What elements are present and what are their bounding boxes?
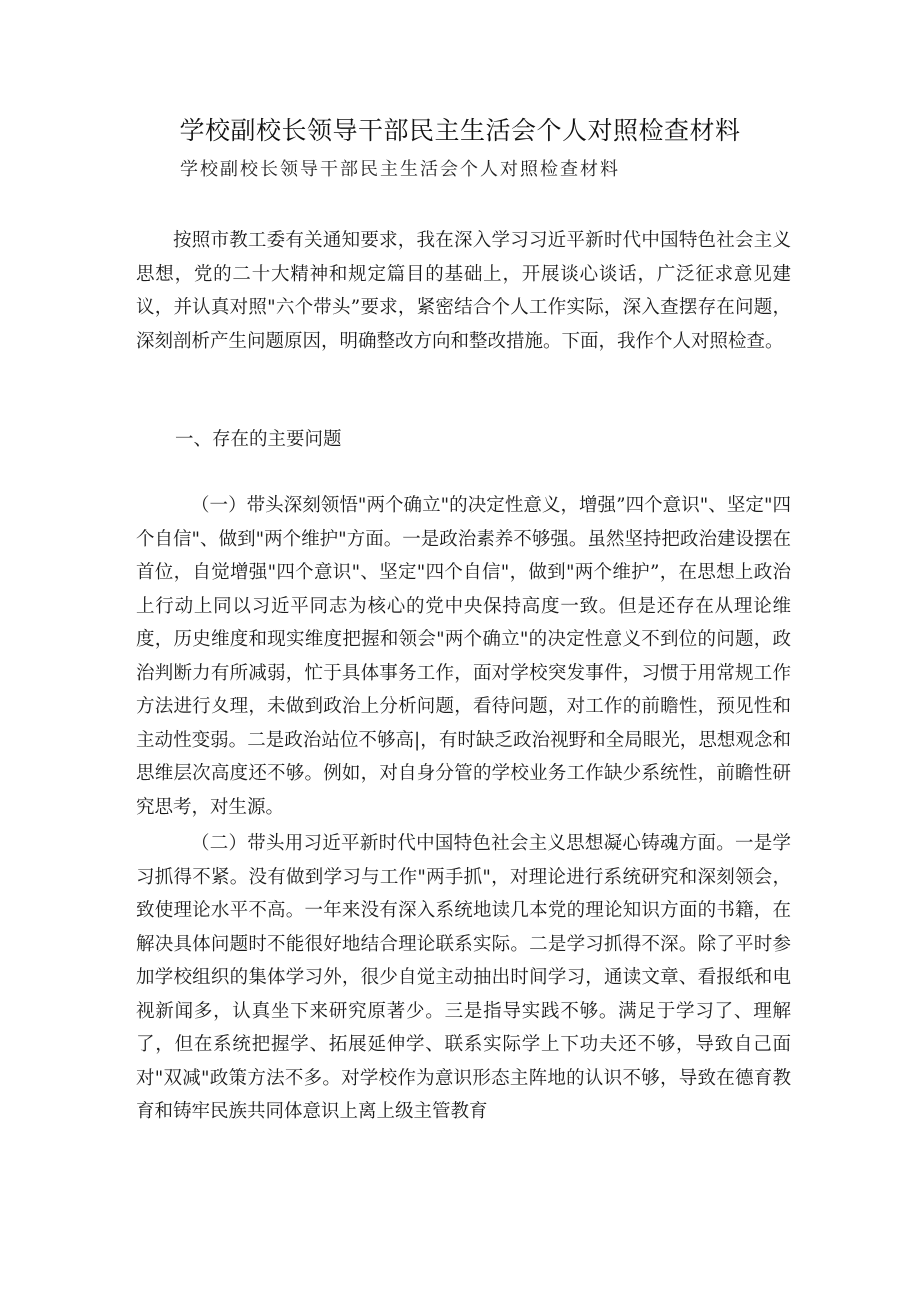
intro-paragraph: 按照市教工委有关通知要求，我在深入学习习近平新时代中国特色社会主义思想，党的二十大精神和规定篇目的基础上，开展谈心谈话，广泛征求意见建议，并认真对照"六个带头”要求，紧密结合个人工作实际，深入查摆存在问题，深刻剖析产生问题原因，明确整改方向和整改措施。下面，我作个人对照检查。	[136, 230, 791, 352]
document-subtitle: 学校副校长领导干部民主生活会个人对照检查材料	[180, 159, 620, 180]
paragraph-part-two: （二）带头用习近平新时代中国特色社会主义思想凝心铸魂方面。一是学习抓得不紧。没有做到学习与工作"两手抓"，对理论进行系统研究和深刻领会，致使理论水平不高。一年来没有深入系统地读几本党的理论知识方面的书籍，在解决具体问题时不能很好地结合理论联系实际。二是学习抓得不深。除了平时参加学校组织的集体学习外，很少自觉主动抽出时间学习，通读文章、看报纸和电视新闻多，认真坐下来研究原著少。三是指导实践不够。满足于学习了、理解了，但在系统把握学、拓展延伸学、联系实际学上下功夫还不够，导致自己面对"双减"政策方法不多。对学校作为意识形态主阵地的认识不够，导致在德育教育和铸牢民族共同体意识上离上级主管教育	[136, 833, 791, 1122]
section-heading-problems: 一、存在的主要问题	[175, 429, 342, 450]
document-title: 学校副校长领导干部民主生活会个人对照检查材料	[179, 116, 741, 145]
paragraph-part-one: （一）带头深刻领悟"两个确立"的决定性意义，增强”四个意识"、坚定"四个自信"、做到"两个维护"方面。一是政治素养不够强。虽然坚持把政治建设摆在首位，自觉增强"四个意识"、坚定"四个自信"，做到"两个维护”，在思想上政治上行动上同以习近平同志为核心的党中央保持高度一致。但是还存在从理论维度，历史维度和现实维度把握和领会"两个确立"的决定性意义不到位的问题，政治判断力有所减弱，忙于具体事务工作，面对学校突发事件，习惯于用常规工作方法进行夊理，未做到政治上分析问题，看待问题，对工作的前瞻性，预见性和主动性变弱。二是政治站位不够高|，有时缺乏政治视野和全局眼光，思想观念和思维层次高度还不够。例如，对自身分管的学校业务工作缺少系统性，前瞻性研究思考，对生源。	[136, 495, 791, 818]
